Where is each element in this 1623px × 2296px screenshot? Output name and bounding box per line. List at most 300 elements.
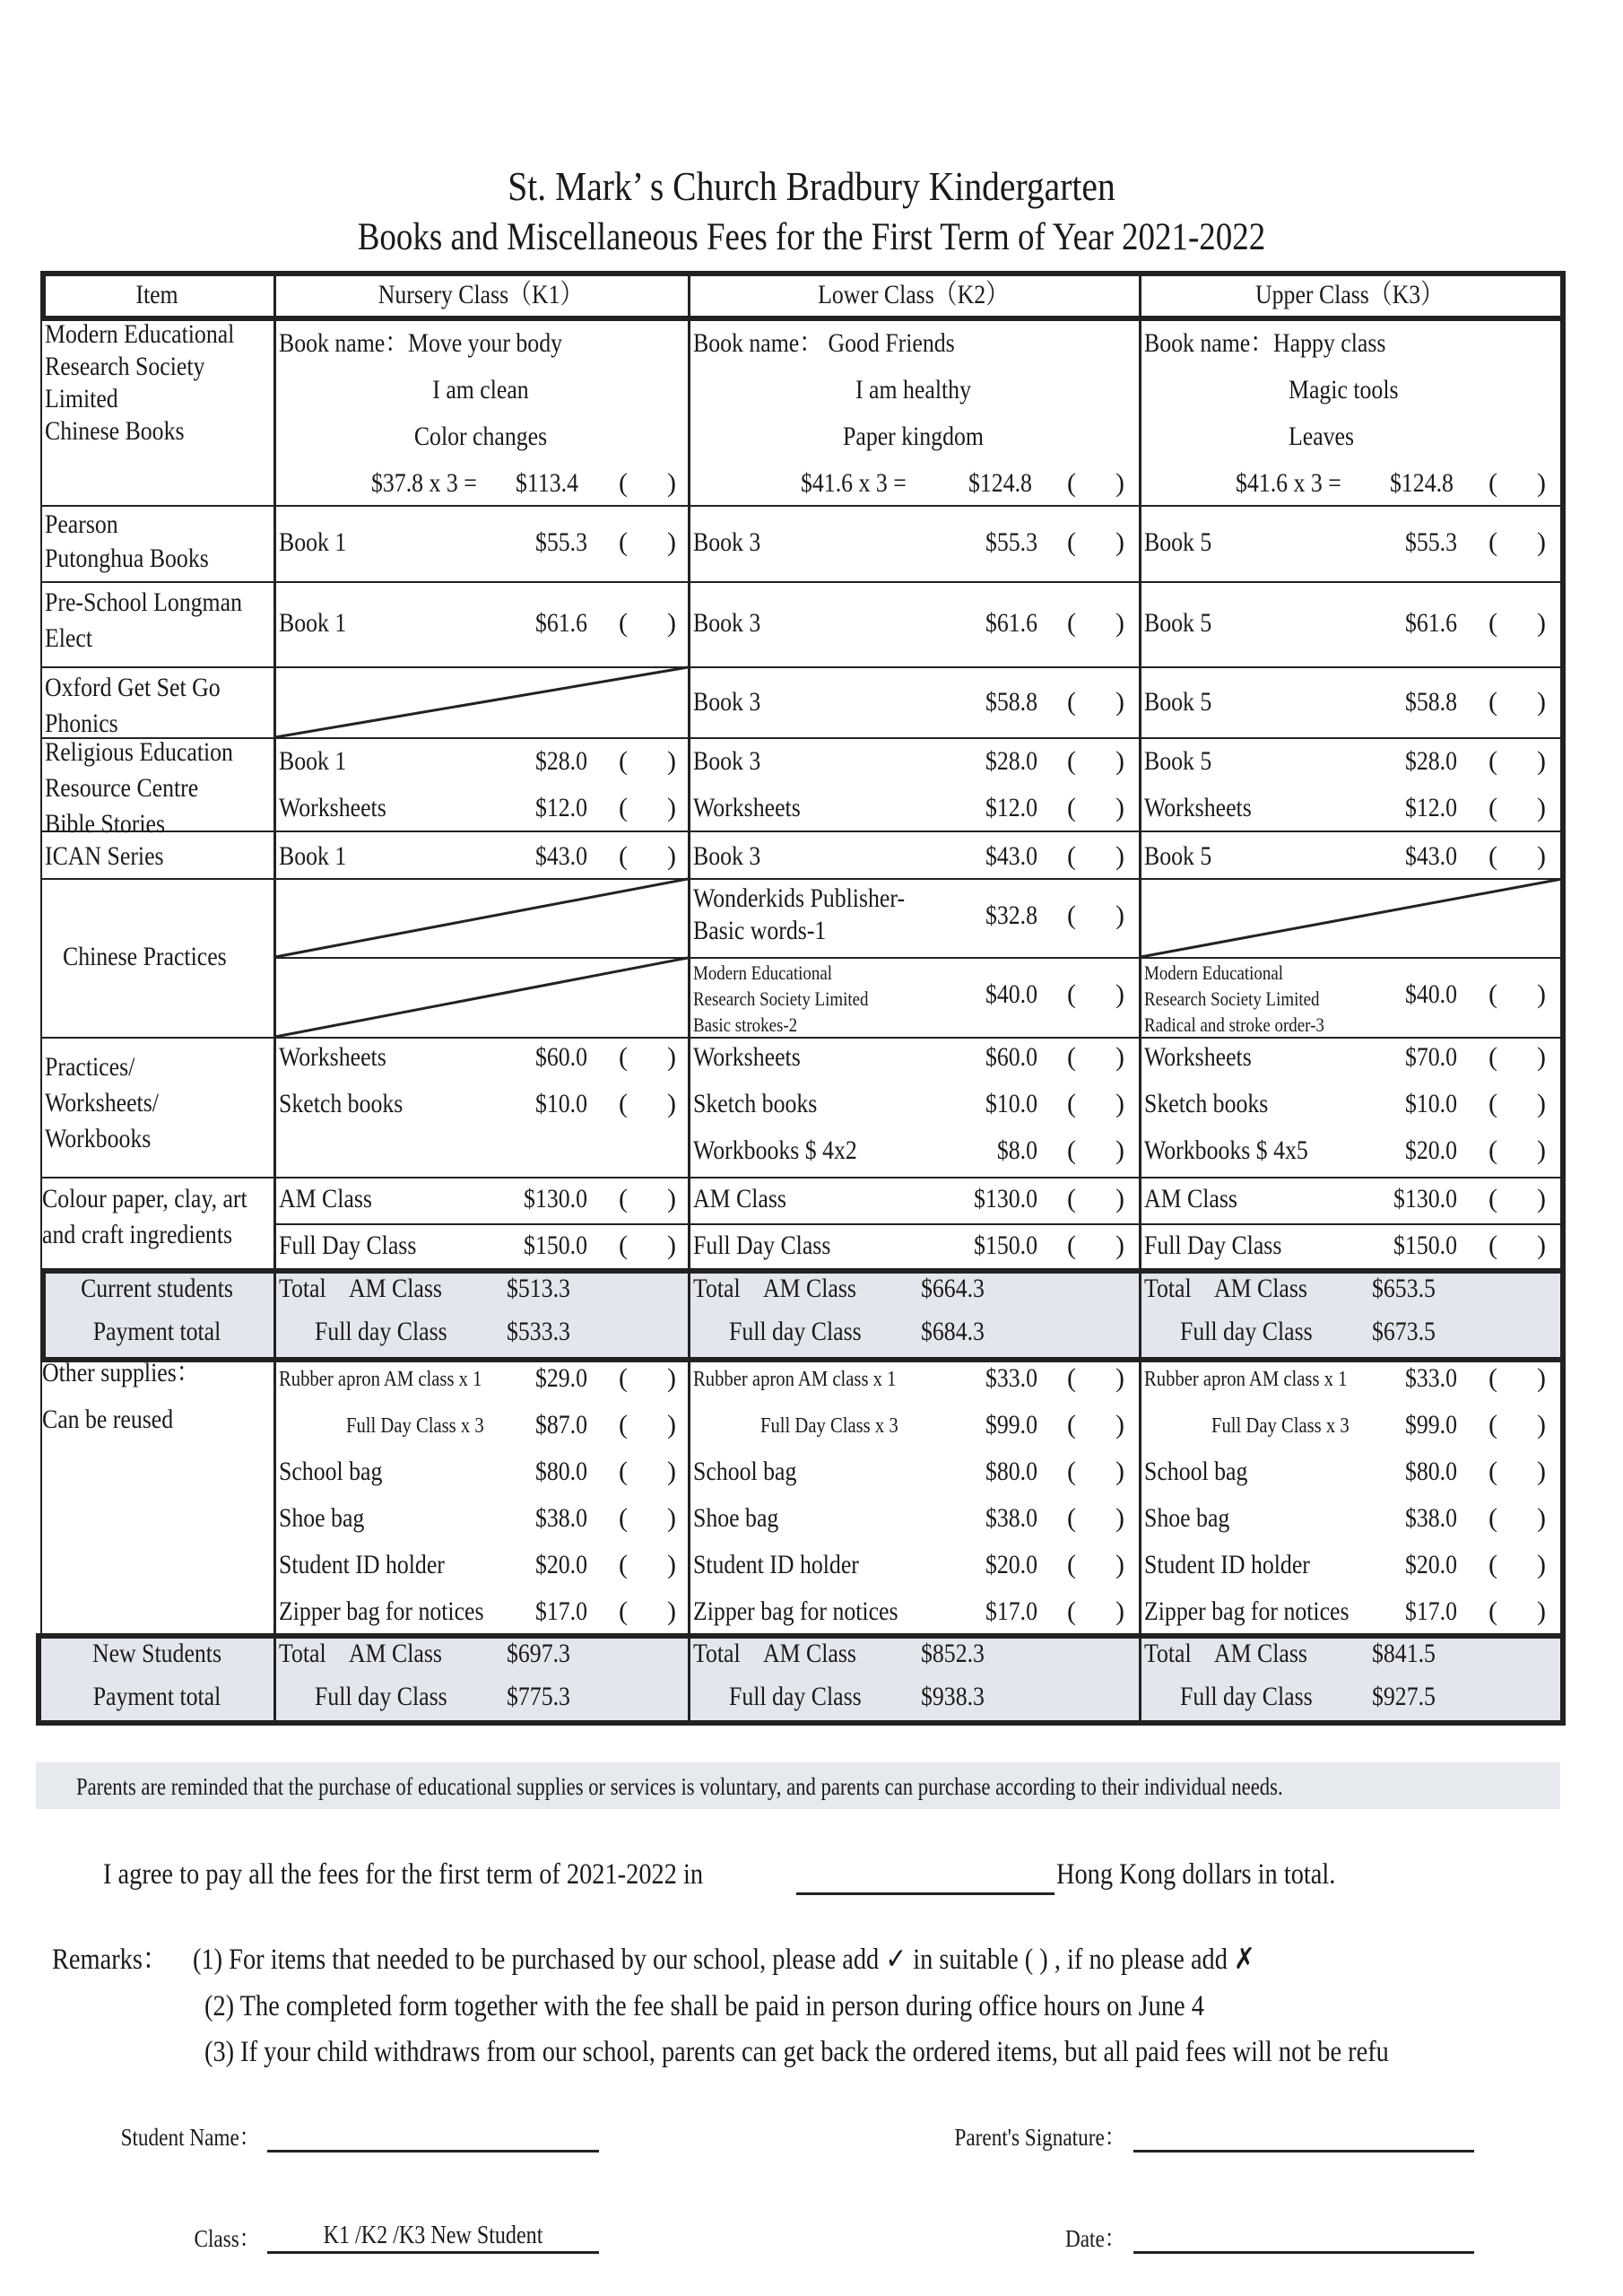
paren-open: (: [619, 793, 628, 822]
row-divider: [273, 1223, 1562, 1225]
item-name: Sketch books: [693, 1089, 818, 1118]
price: $55.3: [985, 527, 1037, 557]
paren-close: ): [1115, 1503, 1124, 1533]
paren-close: ): [1537, 1410, 1546, 1439]
paren-close: ): [1537, 1089, 1546, 1118]
date-label: Date：: [1064, 2225, 1125, 2252]
price: $150.0: [1393, 1231, 1457, 1260]
checkbox-k3-practices-2[interactable]: [1488, 1135, 1546, 1166]
fee-table-subtitle: Books and Miscellaneous Fees for the First Term of Year 2021-2022: [357, 216, 1266, 258]
student-name-field[interactable]: [267, 2150, 599, 2152]
remark-item: (1) For items that needed to be purchased by our school, please add ✓ in suitable ( ) , if no please add ✗: [193, 1944, 1255, 1976]
remark-item: (2) The completed form together with the fee shall be paid in person during office hours on June 4: [204, 1990, 1204, 2022]
book-title: Leaves: [1289, 422, 1355, 451]
item-name: Basic words-1: [693, 916, 827, 945]
price: $124.8: [968, 468, 1032, 498]
paren-open: (: [1067, 1231, 1076, 1260]
item-name: Book 5: [1144, 746, 1212, 776]
item-name: Zipper bag for notices: [693, 1596, 898, 1626]
checkbox-k3-longman[interactable]: [1488, 608, 1546, 639]
item-name: Full Day Class: [279, 1231, 417, 1260]
am-class-label: AM Class: [1214, 1274, 1307, 1303]
paren-close: ): [1537, 1231, 1546, 1260]
paren-open: (: [1067, 1410, 1076, 1439]
checkbox-k2-other-0[interactable]: [1067, 1363, 1124, 1394]
checkbox-k3-other-1[interactable]: [1488, 1410, 1546, 1440]
item-name: Book 3: [693, 746, 761, 776]
item-name: Wonderkids Publisher-: [693, 883, 906, 913]
price: $61.6: [985, 608, 1037, 638]
checkbox-k2-other-2[interactable]: [1067, 1457, 1124, 1487]
item-name: Worksheets: [693, 793, 801, 822]
item-name: Full Day Class: [1144, 1231, 1282, 1260]
item-name: Book 3: [693, 527, 761, 557]
price: $43.0: [534, 841, 587, 871]
checkbox-k1-other-3[interactable]: [619, 1503, 676, 1534]
item-label: Oxford Get Set Go: [45, 673, 221, 702]
item-name: Worksheets: [1144, 793, 1252, 822]
item-label: Research Society: [45, 352, 205, 381]
paren-close: ): [667, 468, 676, 498]
total-full-value: $938.3: [921, 1682, 985, 1711]
item-name: Workbooks $ 4x2: [693, 1135, 857, 1165]
paren-close: ): [1115, 1457, 1124, 1486]
class-label: Class：: [194, 2225, 260, 2252]
checkbox-k2-ican[interactable]: [1067, 841, 1124, 872]
paren-open: (: [1488, 1410, 1497, 1439]
item-name: Rubber apron AM class x 1: [279, 1368, 482, 1391]
item-name: Radical and stroke order-3: [1144, 1013, 1324, 1036]
item-name: Book 3: [693, 687, 761, 717]
paren-open: (: [619, 1503, 628, 1533]
checkbox-k2-colour-0[interactable]: [1067, 1184, 1124, 1214]
price: $20.0: [1404, 1135, 1457, 1165]
paren-close: ): [1115, 1135, 1124, 1165]
class-field[interactable]: [267, 2251, 599, 2254]
remarks-label: Remarks：: [52, 1944, 169, 1976]
item-name: Basic strokes-2: [693, 1013, 798, 1036]
paren-close: ): [1537, 527, 1546, 557]
total-label: Total: [279, 1639, 326, 1668]
checkbox-k2-chinese-books[interactable]: [1067, 468, 1124, 499]
item-label: Resource Centre: [45, 773, 199, 803]
total-row-label: Payment total: [92, 1317, 221, 1346]
paren-open: (: [619, 841, 628, 871]
price: $28.0: [985, 746, 1037, 776]
paren-open: (: [1488, 1231, 1497, 1260]
price: $55.3: [1404, 527, 1457, 557]
column-header-k2: Lower Class（K2）: [818, 280, 1009, 309]
row-divider: [40, 1177, 1562, 1178]
item-name: Book 1: [279, 527, 347, 557]
table-left-border: [36, 1633, 41, 1726]
full-day-class-label: Full day Class: [1180, 1682, 1313, 1711]
row-divider: [40, 737, 1562, 739]
paren-open: (: [1488, 1503, 1497, 1533]
price: $80.0: [985, 1457, 1037, 1486]
am-class-label: AM Class: [763, 1639, 856, 1668]
price: $87.0: [534, 1410, 587, 1439]
book-title: Paper kingdom: [843, 422, 984, 451]
checkbox-k1-chinese-books[interactable]: [619, 468, 676, 499]
price: $17.0: [1404, 1596, 1457, 1626]
checkbox-k3-other-4[interactable]: [1488, 1550, 1546, 1580]
price-calc: $37.8 x 3 =: [371, 468, 477, 498]
checkbox-k3-colour-0[interactable]: [1488, 1184, 1546, 1214]
paren-open: (: [619, 1457, 628, 1486]
item-label: Phonics: [45, 709, 118, 738]
paren-close: ): [1537, 1135, 1546, 1165]
item-name: Book 3: [693, 841, 761, 871]
paren-close: ): [1537, 979, 1546, 1009]
parent-signature-field[interactable]: [1133, 2150, 1474, 2152]
column-header-item: Item: [135, 280, 178, 309]
book-title: Color changes: [413, 422, 548, 451]
checkbox-k2-oxford[interactable]: [1067, 687, 1124, 718]
checkbox-k1-religious-1[interactable]: [619, 793, 676, 823]
paren-close: ): [1537, 1457, 1546, 1486]
paren-close: ): [1115, 793, 1124, 822]
item-name: Full Day Class x 3: [1211, 1414, 1350, 1438]
paren-open: (: [1067, 1457, 1076, 1486]
paren-close: ): [1537, 746, 1546, 776]
paren-close: ): [1115, 1184, 1124, 1213]
checkbox-k1-other-4[interactable]: [619, 1550, 676, 1580]
paren-open: (: [1067, 793, 1076, 822]
item-name: Book 1: [279, 841, 347, 871]
paren-close: ): [667, 1503, 676, 1533]
paren-open: (: [1488, 793, 1497, 822]
price-calc: $41.6 x 3 =: [1236, 468, 1341, 498]
item-name: Shoe bag: [279, 1503, 365, 1533]
price: $60.0: [534, 1042, 587, 1072]
checkbox-k3-religious-0[interactable]: [1488, 746, 1546, 777]
checkbox-k1-other-0[interactable]: [619, 1363, 676, 1394]
item-name: Book 3: [693, 608, 761, 638]
checkbox-k1-practices-1[interactable]: [619, 1089, 676, 1119]
checkbox-k3-other-3[interactable]: [1488, 1503, 1546, 1534]
paren-open: (: [1488, 468, 1497, 498]
full-day-class-label: Full day Class: [729, 1317, 862, 1346]
total-row-label: Payment total: [92, 1682, 221, 1711]
total-label: Total: [693, 1274, 741, 1303]
checkbox-k1-other-2[interactable]: [619, 1457, 676, 1487]
paren-open: (: [619, 1363, 628, 1393]
paren-close: ): [667, 793, 676, 822]
checkbox-k3-ican[interactable]: [1488, 841, 1546, 872]
paren-open: (: [619, 1042, 628, 1072]
paren-open: (: [1488, 746, 1497, 776]
price: $70.0: [1404, 1042, 1457, 1072]
paren-open: (: [1488, 1135, 1497, 1165]
total-label: Total: [1144, 1639, 1192, 1668]
checkbox-k3-chinese-practice-b[interactable]: [1488, 979, 1546, 1010]
parent-signature-label: Parent's Signature：: [954, 2124, 1125, 2151]
total-label: Total: [1144, 1274, 1192, 1303]
price: $40.0: [985, 979, 1037, 1009]
checkbox-k2-pearson[interactable]: [1067, 527, 1124, 558]
checkbox-k2-longman[interactable]: [1067, 608, 1124, 639]
item-name: Worksheets: [279, 1042, 386, 1072]
item-name: AM Class: [279, 1184, 372, 1213]
price: $10.0: [534, 1089, 587, 1118]
paren-open: (: [1067, 746, 1076, 776]
checkbox-k2-other-3[interactable]: [1067, 1503, 1124, 1534]
voluntary-note: Parents are reminded that the purchase of educational supplies or services is voluntary, and parents can purchase according to their individual needs.: [76, 1773, 1283, 1800]
item-name: Shoe bag: [1144, 1503, 1230, 1533]
paren-close: ): [1115, 979, 1124, 1009]
class-value: K1 /K2 /K3 New Student: [323, 2222, 543, 2249]
item-name: Worksheets: [1144, 1042, 1252, 1072]
item-name: Zipper bag for notices: [1144, 1596, 1350, 1626]
row-divider: [40, 505, 1562, 507]
date-field[interactable]: [1133, 2251, 1474, 2254]
paren-open: (: [1488, 1042, 1497, 1072]
paren-open: (: [619, 746, 628, 776]
na-diagonal-line: [275, 667, 688, 737]
paren-close: ): [1115, 1231, 1124, 1260]
price: $150.0: [974, 1231, 1037, 1260]
total-am-value: $852.3: [921, 1639, 985, 1668]
price: $99.0: [1404, 1410, 1457, 1439]
agree-text-before: I agree to pay all the fees for the first term of 2021-2022 in: [103, 1858, 704, 1891]
current-total-bottom-border: [40, 1357, 1565, 1362]
price: $130.0: [974, 1184, 1037, 1213]
total-label: Total: [279, 1274, 326, 1303]
paren-close: ): [1537, 468, 1546, 498]
paren-open: (: [1067, 979, 1076, 1009]
paren-close: ): [1537, 841, 1546, 871]
total-label: Total: [693, 1639, 741, 1668]
paren-open: (: [1067, 1503, 1076, 1533]
book-title: I am clean: [432, 375, 529, 404]
item-name: Student ID holder: [1144, 1550, 1310, 1579]
price: $99.0: [985, 1410, 1037, 1439]
paren-open: (: [1067, 1042, 1076, 1072]
book-title: Book name：Happy class: [1144, 328, 1386, 358]
item-label: Workbooks: [45, 1124, 152, 1153]
item-name: Modern Educational: [693, 961, 833, 984]
price: $130.0: [524, 1184, 587, 1213]
checkbox-k3-other-2[interactable]: [1488, 1457, 1546, 1487]
checkbox-k2-religious-0[interactable]: [1067, 746, 1124, 777]
checkbox-k1-colour-0[interactable]: [619, 1184, 676, 1214]
price: $33.0: [985, 1363, 1037, 1393]
paren-close: ): [667, 1363, 676, 1393]
price-calc: $41.6 x 3 =: [801, 468, 907, 498]
checkbox-k3-colour-1[interactable]: [1488, 1231, 1546, 1261]
table-left-border: [40, 1359, 42, 1636]
item-label: Bible Stories: [45, 809, 166, 839]
price: $124.8: [1390, 468, 1454, 498]
item-name: School bag: [279, 1457, 383, 1486]
price: $130.0: [1393, 1184, 1457, 1213]
paren-close: ): [1115, 468, 1124, 498]
item-name: Research Society Limited: [693, 987, 869, 1010]
item-label: Can be reused: [42, 1405, 174, 1434]
item-name: Shoe bag: [693, 1503, 779, 1533]
na-diagonal-line: [275, 958, 688, 1037]
total-am-value: $664.3: [921, 1274, 985, 1303]
item-label: Putonghua Books: [45, 544, 209, 573]
new-total-bottom-border: [36, 1720, 1565, 1726]
item-name: Modern Educational: [1144, 961, 1284, 984]
full-day-class-label: Full day Class: [729, 1682, 862, 1711]
paren-close: ): [1537, 1503, 1546, 1533]
paren-open: (: [619, 1550, 628, 1579]
checkbox-k3-practices-0[interactable]: [1488, 1042, 1546, 1073]
price: $10.0: [985, 1089, 1037, 1118]
paren-open: (: [1488, 979, 1497, 1009]
item-name: Student ID holder: [279, 1550, 445, 1579]
price: $61.6: [1404, 608, 1457, 638]
paren-open: (: [1067, 1135, 1076, 1165]
checkbox-k2-other-4[interactable]: [1067, 1550, 1124, 1580]
total-amount-field[interactable]: [796, 1892, 1055, 1895]
checkbox-k1-other-1[interactable]: [619, 1410, 676, 1440]
checkbox-k2-chinese-practice-b[interactable]: [1067, 979, 1124, 1010]
checkbox-k3-other-0[interactable]: [1488, 1363, 1546, 1394]
paren-close: ): [667, 1184, 676, 1213]
paren-close: ): [1115, 841, 1124, 871]
paren-close: ): [1115, 527, 1124, 557]
checkbox-k1-religious-0[interactable]: [619, 746, 676, 777]
row-divider: [40, 831, 1562, 832]
full-day-class-label: Full day Class: [1180, 1317, 1313, 1346]
price: $20.0: [1404, 1550, 1457, 1579]
am-class-label: AM Class: [349, 1274, 442, 1303]
na-diagonal-k1-oxford: [273, 666, 688, 738]
total-am-value: $697.3: [507, 1639, 570, 1668]
item-label: ICAN Series: [45, 841, 164, 871]
paren-open: (: [619, 1184, 628, 1213]
checkbox-k2-practices-2[interactable]: [1067, 1135, 1124, 1166]
checkbox-k2-other-5[interactable]: [1067, 1596, 1124, 1627]
checkbox-k2-religious-1[interactable]: [1067, 793, 1124, 823]
na-diagonal-k3-practices-a: [1139, 878, 1562, 958]
na-diagonal-line: [275, 879, 688, 957]
paren-open: (: [1488, 1363, 1497, 1393]
total-full-value: $673.5: [1372, 1317, 1436, 1346]
price: $33.0: [1404, 1363, 1457, 1393]
paren-close: ): [1115, 900, 1124, 930]
agree-text-after: Hong Kong dollars in total.: [1056, 1858, 1336, 1891]
full-day-class-label: Full day Class: [315, 1682, 447, 1711]
paren-close: ): [1537, 1184, 1546, 1213]
item-name: Student ID holder: [693, 1550, 859, 1579]
column-header-k1: Nursery Class（K1）: [378, 280, 584, 309]
paren-open: (: [1488, 527, 1497, 557]
column-header-k3: Upper Class（K3）: [1255, 280, 1444, 309]
checkbox-k1-ican[interactable]: [619, 841, 676, 872]
checkbox-k2-other-1[interactable]: [1067, 1410, 1124, 1440]
item-name: AM Class: [693, 1184, 786, 1213]
checkbox-k1-longman[interactable]: [619, 608, 676, 639]
total-am-value: $841.5: [1372, 1639, 1436, 1668]
na-diagonal-k1-practices-b: [273, 957, 688, 1038]
paren-close: ): [1115, 746, 1124, 776]
checkbox-k1-practices-0[interactable]: [619, 1042, 676, 1073]
checkbox-k3-pearson[interactable]: [1488, 527, 1546, 558]
paren-open: (: [1488, 608, 1497, 638]
item-name: Book 1: [279, 746, 347, 776]
checkbox-k2-colour-1[interactable]: [1067, 1231, 1124, 1261]
checkbox-k3-oxford[interactable]: [1488, 687, 1546, 718]
checkbox-k3-other-5[interactable]: [1488, 1596, 1546, 1627]
price: $38.0: [985, 1503, 1037, 1533]
price: $60.0: [985, 1042, 1037, 1072]
item-label: Modern Educational: [45, 319, 235, 349]
item-name: Full Day Class x 3: [760, 1414, 898, 1438]
total-full-value: $927.5: [1372, 1682, 1436, 1711]
price: $8.0: [996, 1135, 1037, 1165]
item-name: Book 5: [1144, 687, 1212, 717]
price: $28.0: [534, 746, 587, 776]
paren-close: ): [667, 527, 676, 557]
price: $12.0: [1404, 793, 1457, 822]
checkbox-k2-practices-1[interactable]: [1067, 1089, 1124, 1119]
paren-close: ): [1115, 1363, 1124, 1393]
price: $61.6: [534, 608, 587, 638]
column-divider: [1139, 271, 1141, 1724]
paren-open: (: [1488, 1089, 1497, 1118]
paren-close: ): [1115, 1410, 1124, 1439]
table-left-border: [40, 316, 42, 1271]
table-left-border: [40, 271, 46, 321]
paren-open: (: [619, 1089, 628, 1118]
item-name: Worksheets: [279, 793, 386, 822]
paren-open: (: [619, 1596, 628, 1626]
checkbox-k1-colour-1[interactable]: [619, 1231, 676, 1261]
paren-close: ): [1115, 1089, 1124, 1118]
price: $80.0: [534, 1457, 587, 1486]
paren-open: (: [619, 527, 628, 557]
paren-close: ): [667, 841, 676, 871]
item-name: Full Day Class x 3: [346, 1414, 484, 1438]
total-row-label: Current students: [81, 1274, 233, 1303]
paren-open: (: [1488, 1596, 1497, 1626]
checkbox-k2-chinese-practice-a[interactable]: [1067, 900, 1124, 931]
item-label: Practices/: [45, 1052, 135, 1082]
price: $43.0: [1404, 841, 1457, 871]
paren-open: (: [1067, 687, 1076, 717]
paren-open: (: [619, 1410, 628, 1439]
header-bottom-border: [40, 316, 1565, 321]
paren-open: (: [1488, 1184, 1497, 1213]
total-row-label: New Students: [91, 1639, 222, 1668]
paren-close: ): [667, 608, 676, 638]
checkbox-k3-chinese-books[interactable]: [1488, 468, 1546, 499]
checkbox-k1-other-5[interactable]: [619, 1596, 676, 1627]
paren-close: ): [667, 1042, 676, 1072]
checkbox-k2-practices-0[interactable]: [1067, 1042, 1124, 1073]
item-name: Book 5: [1144, 527, 1212, 557]
paren-open: (: [619, 608, 628, 638]
full-day-class-label: Full day Class: [315, 1317, 447, 1346]
checkbox-k3-religious-1[interactable]: [1488, 793, 1546, 823]
checkbox-k1-pearson[interactable]: [619, 527, 676, 558]
item-label: Worksheets/: [45, 1088, 159, 1118]
item-label: Limited: [45, 384, 118, 413]
checkbox-k3-practices-1[interactable]: [1488, 1089, 1546, 1119]
paren-open: (: [1488, 1550, 1497, 1579]
paren-close: ): [1537, 1363, 1546, 1393]
am-class-label: AM Class: [349, 1639, 442, 1668]
item-name: Research Society Limited: [1144, 987, 1320, 1010]
paren-open: (: [1067, 468, 1076, 498]
am-class-label: AM Class: [1214, 1639, 1307, 1668]
paren-open: (: [619, 1231, 628, 1260]
